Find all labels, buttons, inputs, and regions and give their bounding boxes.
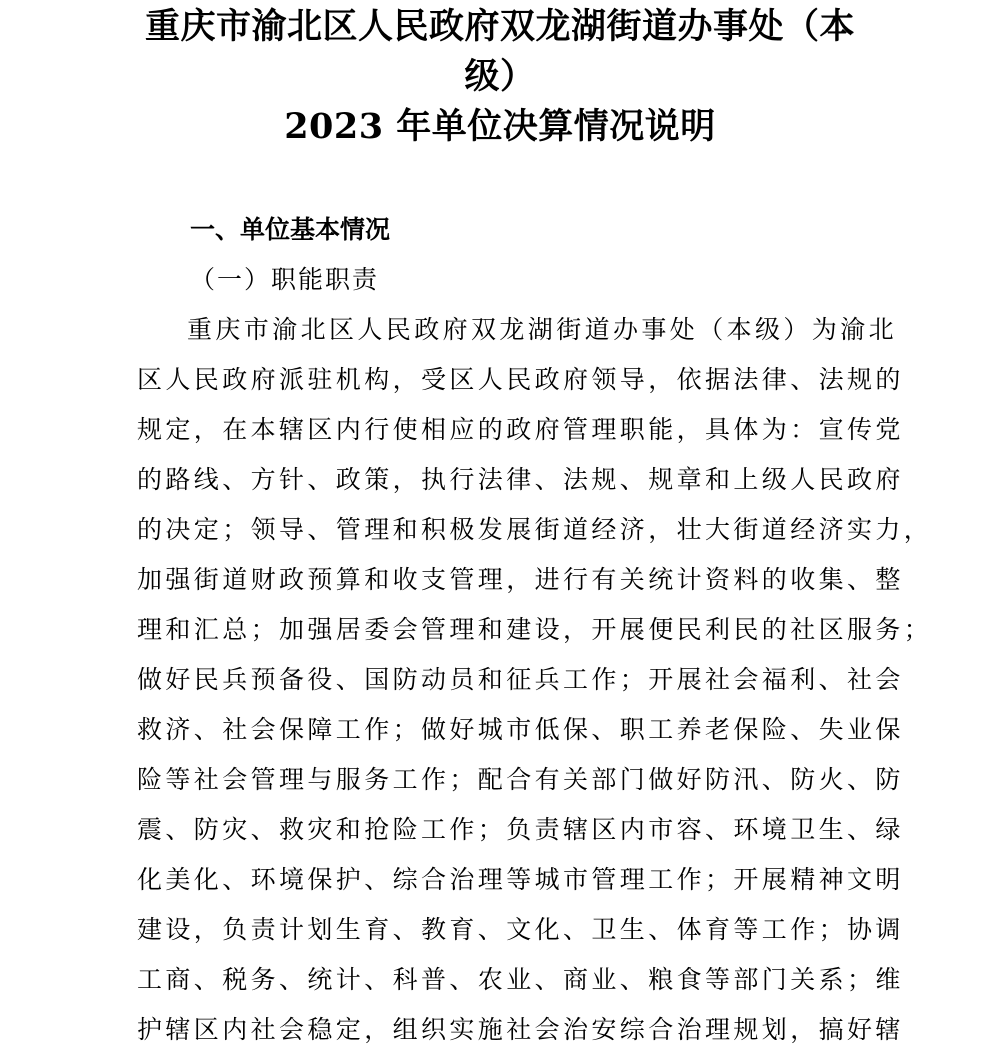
body-line: 险等社会管理与服务工作；配合有关部门做好防汛、防火、防 — [137, 765, 904, 794]
subsection-heading: （一）职能职责 — [190, 265, 380, 294]
document-title-line-3: 2023 年单位决算情况说明 — [284, 106, 716, 147]
body-line: 建设，负责计划生育、教育、文化、卫生、体育等工作；协调 — [137, 915, 904, 944]
body-line: 区人民政府派驻机构，受区人民政府领导，依据法律、法规的 — [137, 365, 904, 394]
document-title-line-1: 重庆市渝北区人民政府双龙湖街道办事处（本 — [144, 6, 855, 47]
body-line: 做好民兵预备役、国防动员和征兵工作；开展社会福利、社会 — [137, 665, 904, 694]
body-line: 的决定；领导、管理和积极发展街道经济，壮大街道经济实力， — [137, 515, 933, 544]
body-line: 理和汇总；加强居委会管理和建设，开展便民利民的社区服务； — [137, 615, 933, 644]
document-title-line-2: 级） — [464, 56, 536, 97]
body-line: 护辖区内社会稳定，组织实施社会治安综合治理规划，搞好辖 — [137, 1015, 904, 1044]
body-line: 规定，在本辖区内行使相应的政府管理职能，具体为：宣传党 — [137, 415, 904, 444]
body-line: 震、防灾、救灾和抢险工作；负责辖区内市容、环境卫生、绿 — [137, 815, 904, 844]
body-line: 化美化、环境保护、综合治理等城市管理工作；开展精神文明 — [137, 865, 904, 894]
body-line: 重庆市渝北区人民政府双龙湖街道办事处（本级）为渝北 — [187, 315, 898, 344]
body-line: 救济、社会保障工作；做好城市低保、职工养老保险、失业保 — [137, 715, 904, 744]
section-heading: 一、单位基本情况 — [190, 215, 391, 244]
body-line: 工商、税务、统计、科普、农业、商业、粮食等部门关系；维 — [137, 965, 904, 994]
body-line: 的路线、方针、政策，执行法律、法规、规章和上级人民政府 — [137, 465, 904, 494]
body-line: 加强街道财政预算和收支管理，进行有关统计资料的收集、整 — [137, 565, 904, 594]
